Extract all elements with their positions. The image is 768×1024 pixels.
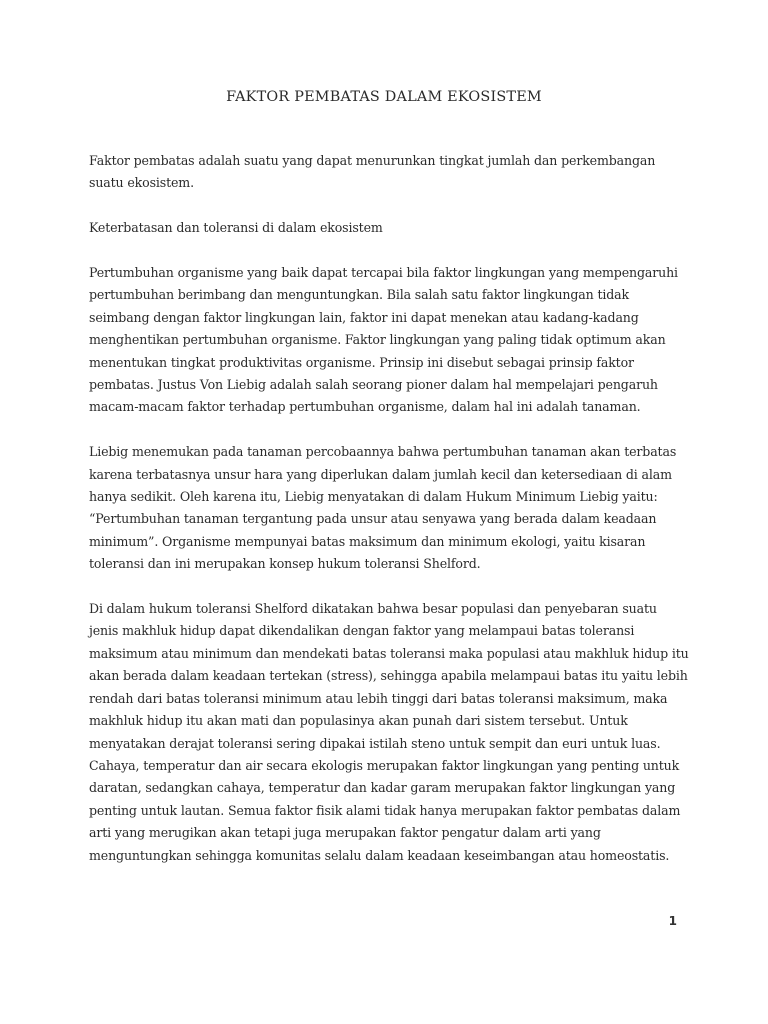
paragraph-subheading: Keterbatasan dan toleransi di dalam ekosistem: [89, 220, 383, 236]
document-title: FAKTOR PEMBATAS DALAM EKOSISTEM: [226, 89, 542, 105]
paragraph-growth: Pertumbuhan organisme yang baik dapat tercapai bila faktor lingkungan yang mempengaruhi pertumbuhan berimbang dan menguntungkan. Bila salah satu faktor lingkungan tidak seimbang dengan faktor lingkungan lain, faktor ini dapat menekan atau kadang-kadang menghentikan pertumbuhan organisme. Faktor lingkungan yang paling tidak optimum akan menentukan tingkat produktivitas organisme. Prinsip ini disebut sebagai prinsip faktor pembatas. Justus Von Liebig adalah salah seorang pioner dalam hal mempelajari pengaruh macam-macam faktor terhadap pertumbuhan organisme, dalam hal ini adalah tanaman.: [89, 265, 678, 415]
document-body: [89, 150, 689, 889]
paragraph-shelford: Di dalam hukum toleransi Shelford dikatakan bahwa besar populasi dan penyebaran suatu jenis makhluk hidup dapat dikendalikan dengan faktor yang melampaui batas toleransi maksimum atau minimum dan mendekati batas toleransi maka populasi atau makhluk hidup itu akan berada dalam keadaan tertekan (stress), sehingga apabila melampaui batas itu yaitu lebih rendah dari batas toleransi minimum atau lebih tinggi dari batas toleransi maksimum, maka makhluk hidup itu akan mati dan populasinya akan punah dari sistem tersebut. Untuk menyatakan derajat toleransi sering dipakai istilah steno untuk sempit dan euri untuk luas. Cahaya, temperatur dan air secara ekologis merupakan faktor lingkungan yang penting untuk daratan, sedangkan cahaya, temperatur dan kadar garam merupakan faktor lingkungan yang penting untuk lautan. Semua faktor fisik alami tidak hanya merupakan faktor pembatas dalam arti yang merugikan akan tetapi juga merupakan faktor pengatur dalam arti yang menguntungkan sehingga komunitas selalu dalam keadaan keseimbangan atau homeostatis.: [89, 601, 689, 863]
paragraph-liebig: Liebig menemukan pada tanaman percobaannya bahwa pertumbuhan tanaman akan terbatas karena terbatasnya unsur hara yang diperlukan dalam jumlah kecil dan ketersediaan di alam hanya sedikit. Oleh karena itu, Liebig menyatakan di dalam Hukum Minimum Liebig yaitu: “Pertumbuhan tanaman tergantung pada unsur atau senyawa yang berada dalam keadaan minimum”. Organisme mempunyai batas maksimum dan minimum ekologi, yaitu kisaran toleransi dan ini merupakan konsep hukum toleransi Shelford.: [89, 444, 677, 572]
page-number: 1: [668, 914, 677, 928]
paragraph-definition: Faktor pembatas adalah suatu yang dapat menurunkan tingkat jumlah dan perkembangan suatu ekosistem.: [89, 153, 656, 191]
